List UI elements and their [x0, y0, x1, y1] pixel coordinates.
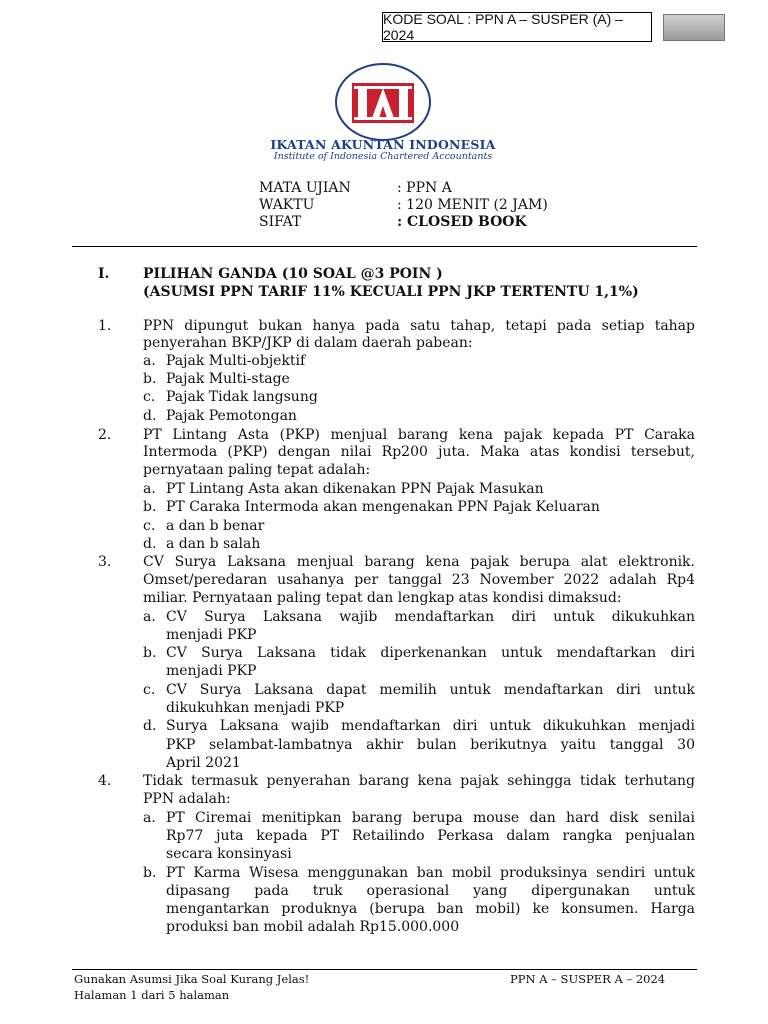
option-text: a dan b salah — [166, 536, 261, 552]
question-text: Intermoda (PKP) dengan nilai Rp200 juta. Maka atas kondisi tersebut, — [143, 444, 695, 460]
option-letter: a. — [143, 353, 156, 369]
option-text: PT Lintang Asta akan dikenakan PPN Pajak Masukan — [166, 481, 544, 497]
iai-logo — [334, 62, 432, 142]
option-text: PT Karma Wisesa menggunakan ban mobil produksinya sendiri untuk — [166, 865, 695, 881]
question-number: 2. — [98, 427, 112, 443]
footer-exam-code: PPN A – SUSPER A – 2024 — [510, 972, 666, 986]
question-number: 1. — [98, 318, 112, 334]
question-text: PPN dipungut bukan hanya pada satu tahap, tetapi pada setiap tahap — [143, 318, 695, 334]
option-text: Pajak Pemotongan — [166, 408, 297, 424]
question-text: penyerahan BKP/JKP di dalam daerah pabean: — [143, 335, 473, 351]
option-text: Pajak Multi-stage — [166, 371, 290, 387]
option-letter: b. — [143, 645, 157, 661]
question-number: 4. — [98, 773, 112, 789]
option-text: Rp77 juta kepada PT Retailindo Perkasa dalam rangka penjualan — [166, 828, 695, 844]
meta-value: : 120 MENIT (2 JAM) — [397, 197, 548, 213]
question-text: pernyataan paling tepat adalah: — [143, 462, 371, 478]
option-text: a dan b benar — [166, 518, 265, 534]
option-text: Pajak Multi-objektif — [166, 353, 306, 369]
option-text: PT Caraka Intermoda akan mengenakan PPN Pajak Keluaran — [166, 499, 600, 515]
option-letter: c. — [143, 682, 156, 698]
option-text: CV Surya Laksana tidak diperkenankan untuk mendaftarkan diri — [166, 645, 695, 661]
option-letter: a. — [143, 609, 156, 625]
option-text: mengantarkan produknya (berupa ban mobil) ke konsumen. Harga — [166, 901, 695, 917]
meta-key: MATA UJIAN — [259, 180, 351, 196]
option-letter: a. — [143, 481, 156, 497]
option-letter: d. — [143, 536, 157, 552]
option-text: menjadi PKP — [166, 663, 257, 679]
option-letter: b. — [143, 865, 157, 881]
option-text: menjadi PKP — [166, 627, 257, 643]
exam-code-text: KODE SOAL : PPN A – SUSPER (A) – 2024 — [383, 11, 623, 43]
meta-key: SIFAT — [259, 214, 302, 230]
meta-value: : PPN A — [397, 180, 452, 196]
option-letter: c. — [143, 518, 156, 534]
option-letter: d. — [143, 718, 157, 734]
page-number: Halaman 1 dari 5 halaman — [74, 988, 230, 1002]
meta-key: WAKTU — [259, 197, 315, 213]
decorative-gray-block — [663, 14, 725, 41]
section-title-line2: (ASUMSI PPN TARIF 11% KECUALI PPN JKP TERTENTU 1,1%) — [143, 284, 639, 300]
option-text: PKP selambat-lambatnya akhir bulan berikutnya yaitu tanggal 30 — [166, 737, 695, 753]
option-text: PT Ciremai menitipkan barang berupa mouse dan hard disk senilai — [166, 810, 695, 826]
footer-note: Gunakan Asumsi Jika Soal Kurang Jelas! — [74, 972, 310, 986]
organization-name-block — [240, 137, 526, 162]
option-text: CV Surya Laksana dapat memilih untuk mendaftarkan diri untuk — [166, 682, 695, 698]
question-text: PT Lintang Asta (PKP) menjual barang kena pajak kepada PT Caraka — [143, 427, 695, 443]
question-text: miliar. Pernyataan paling tepat dan lengkap atas kondisi dimaksud: — [143, 590, 622, 606]
organization-subtitle: Institute of Indonesia Chartered Accountants — [273, 151, 493, 162]
exam-code-box — [382, 12, 652, 42]
section-title-line1: PILIHAN GANDA (10 SOAL @3 POIN ) — [143, 266, 443, 282]
question-text: PPN adalah: — [143, 791, 231, 807]
option-text: CV Surya Laksana wajib mendaftarkan diri untuk dikukuhkan — [166, 609, 695, 625]
option-text: Pajak Tidak langsung — [166, 389, 318, 405]
option-text: produksi ban mobil adalah Rp15.000.000 — [166, 919, 460, 935]
meta-value: : CLOSED BOOK — [397, 214, 527, 230]
question-text: Tidak termasuk penyerahan barang kena pajak sehingga tidak terhutang — [143, 773, 695, 789]
section-number: I. — [98, 266, 110, 282]
footer-divider — [72, 969, 697, 970]
option-letter: d. — [143, 408, 157, 424]
option-letter: c. — [143, 389, 156, 405]
question-number: 3. — [98, 554, 112, 570]
option-letter: a. — [143, 810, 156, 826]
option-text: dikukuhkan menjadi PKP — [166, 700, 345, 716]
option-text: Surya Laksana wajib mendaftarkan diri untuk dikukuhkan menjadi — [166, 718, 695, 734]
option-text: April 2021 — [166, 755, 241, 771]
option-letter: b. — [143, 371, 157, 387]
question-text: Omset/peredaran usahanya per tanggal 23 November 2022 adalah Rp4 — [143, 572, 695, 588]
question-text: CV Surya Laksana menjual barang kena pajak berupa alat elektronik. — [143, 554, 695, 570]
option-text: dipasang pada truk operasional yang dipergunakan untuk — [166, 883, 695, 899]
option-text: secara konsinyasi — [166, 846, 292, 862]
header-divider — [72, 246, 697, 247]
option-letter: b. — [143, 499, 157, 515]
organization-name: IKATAN AKUNTAN INDONESIA — [270, 137, 496, 152]
